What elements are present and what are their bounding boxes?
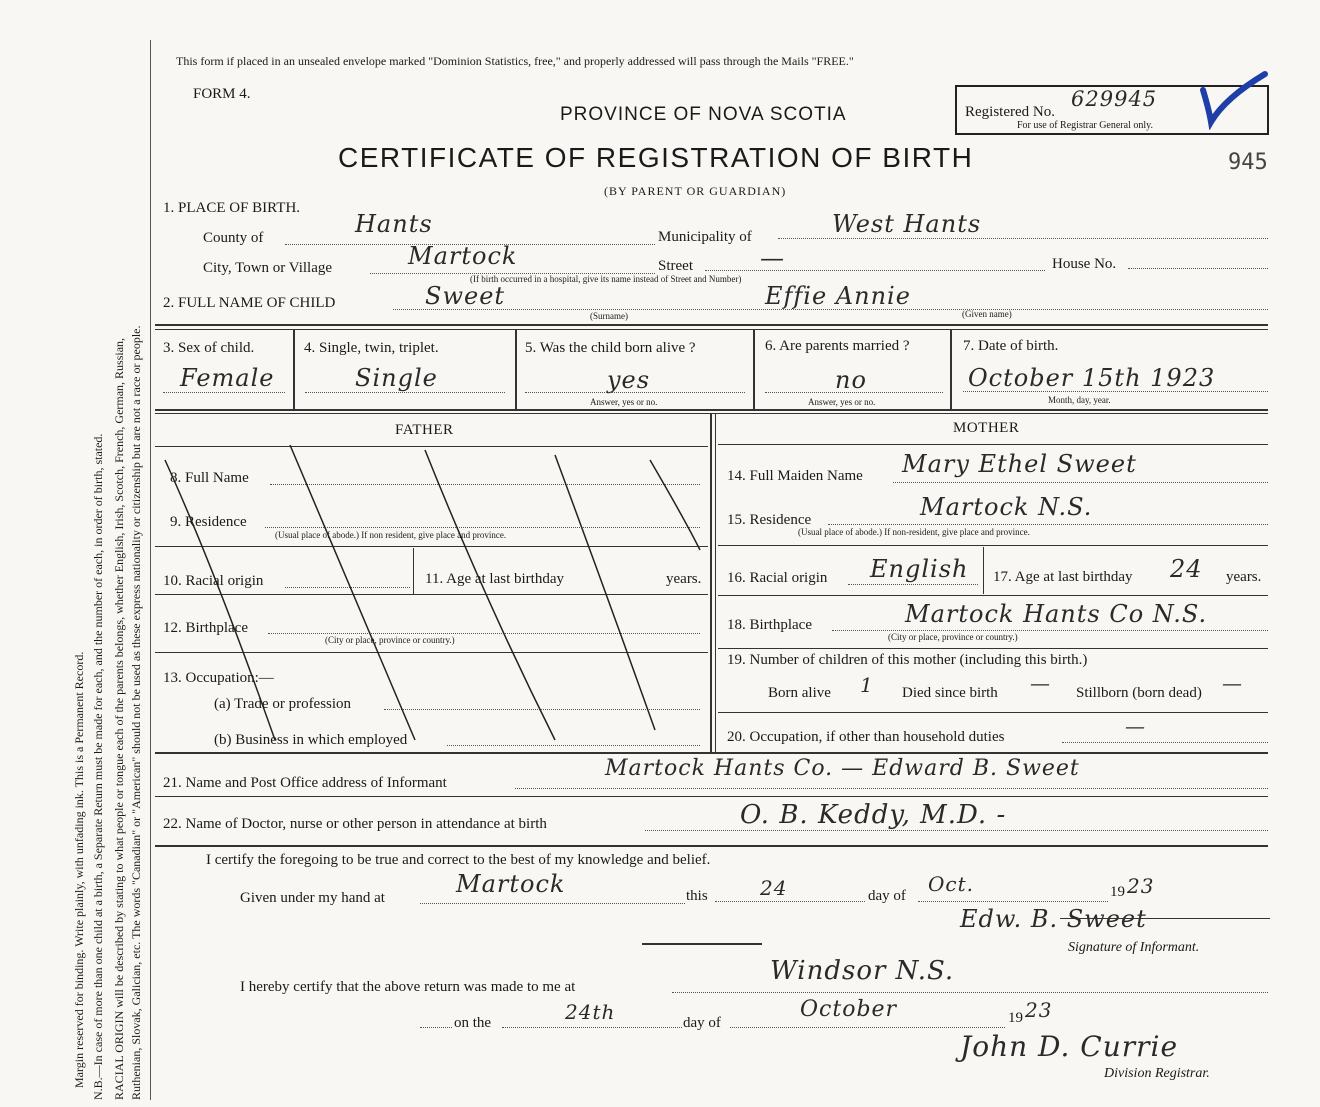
margin-rule [150,40,151,1100]
subtitle: (BY PARENT OR GUARDIAN) [604,184,787,198]
month-value: Oct. [928,872,974,896]
surname-value: Sweet [425,282,506,310]
registrar-note: For use of Registrar General only. [1017,120,1153,131]
mother-birthplace-label: 18. Birthplace [727,617,812,633]
born-alive-note: Answer, yes or no. [590,397,658,407]
given-name-note: (Given name) [962,309,1012,319]
multiplicity-label: 4. Single, twin, triplet. [304,340,439,356]
dob-note: Month, day, year. [1048,395,1111,405]
born-alive-count: 1 [860,673,874,697]
doctor-label: 22. Name of Doctor, nurse or other person in attendance at birth [163,816,547,832]
received-year-prefix: 19 [1008,1010,1023,1026]
mother-racial-label: 16. Racial origin [727,570,828,586]
stillborn-value: — [1222,671,1243,695]
registered-number: 629945 [1071,87,1158,111]
married-note: Answer, yes or no. [808,397,876,407]
maiden-name-value: Mary Ethel Sweet [902,450,1137,478]
year-prefix: 19 [1110,884,1125,900]
born-alive-count-label: Born alive [768,685,831,701]
sex-value: Female [180,364,275,392]
dob-label: 7. Date of birth. [963,338,1059,354]
died-since-birth-label: Died since birth [902,685,998,701]
stillborn-label: Stillborn (born dead) [1076,685,1202,701]
mother-occupation-value: — [1125,714,1146,738]
received-place: Windsor N.S. [770,956,955,986]
father-full-name-label: 8. Full Name [170,470,249,486]
mother-years-label: years. [1226,569,1262,585]
margin-note-3: RACIAL ORIGIN will be described by stating to what people or tongue each of the parents belongs, whether English, Irish, Scotch, French, German, Russian, [112,337,126,1100]
stamp-number: 945 [1228,150,1268,175]
informant-value: Martock Hants Co. — Edward B. Sweet [605,756,1080,781]
dob-value: October 15th 1923 [968,364,1216,392]
margin-note-2: N.B.—In case of more than one child at a birth, a Separate Return must be made for each, and the number of each, in order of birth, stated. [91,433,105,1100]
mother-birthplace-value: Martock Hants Co N.S. [905,600,1208,628]
father-heading: FATHER [395,422,454,438]
children-label: 19. Number of children of this mother (including this birth.) [727,652,1088,668]
sex-label: 3. Sex of child. [163,340,255,356]
given-place-value: Martock [456,870,566,898]
mother-occupation-label: 20. Occupation, if other than household duties [727,729,1005,745]
hospital-note: (If birth occurred in a hospital, give its name instead of Street and Number) [470,274,742,284]
registered-label: Registered No. [965,104,1055,120]
born-alive-value: yes [607,366,651,394]
died-since-birth-value: — [1030,671,1051,695]
given-under-label: Given under my hand at [240,890,385,906]
father-racial-label: 10. Racial origin [163,573,264,589]
received-label: I hereby certify that the above return was made to me at [240,979,576,995]
this-label: this [686,888,708,904]
certify-statement: I certify the foregoing to be true and correct to the best of my knowledge and belief. [206,852,711,868]
municipality-label: Municipality of [658,229,752,245]
born-alive-label: 5. Was the child born alive ? [525,340,696,356]
father-trade-label: (a) Trade or profession [214,696,352,712]
received-month: October [800,997,898,1022]
father-birthplace-label: 12. Birthplace [163,620,248,636]
informant-label: 21. Name and Post Office address of Informant [163,775,447,791]
year-value: 23 [1127,874,1155,898]
strike-through-lines [155,440,710,755]
form-number: FORM 4. [193,86,251,102]
day-of-label: day of [868,888,906,904]
city-label: City, Town or Village [203,260,333,276]
municipality-value: West Hants [832,210,982,238]
father-age-label: 11. Age at last birthday [425,571,564,587]
received-day: 24th [565,1000,616,1024]
father-occupation-label: 13. Occupation:— [163,670,274,686]
street-label: Street [658,258,693,274]
house-label: House No. [1052,256,1117,272]
county-value: Hants [355,210,433,238]
city-value: Martock [408,242,518,270]
mother-age-value: 24 [1170,555,1203,583]
province: PROVINCE OF NOVA SCOTIA [560,104,847,125]
signature-label: Signature of Informant. [1068,940,1200,955]
father-birthplace-note: (City or place, province or country.) [325,635,455,645]
married-value: no [835,366,867,394]
married-label: 6. Are parents married ? [765,338,910,354]
father-residence-label: 9. Residence [170,514,247,530]
mother-racial-value: English [870,555,969,583]
county-label: County of [203,230,264,246]
mail-notice: This form if placed in an unsealed envelope marked "Dominion Statistics, free," and properly addressed will pass through the Mails "FREE." [176,54,854,68]
mother-residence-label: 15. Residence [727,512,812,528]
margin-note-4: Ruthenian, Slovak, Galician, etc. The words "Canadian" or "American" should not be used as these express nationality or citizenship but are not a race or people. [129,325,143,1100]
check-mark-icon [1195,70,1275,130]
mother-residence-note: (Usual place of abode.) If non-resident, give place and province. [798,527,1030,537]
informant-signature: Edw. B. Sweet [960,905,1147,933]
father-years-label: years. [666,571,702,587]
mother-heading: MOTHER [953,420,1020,436]
surname-note: (Surname) [590,311,628,321]
given-name-value: Effie Annie [765,282,911,310]
child-name-label: 2. FULL NAME OF CHILD [163,295,336,311]
street-value: — [760,244,785,272]
registrar-label: Division Registrar. [1104,1066,1210,1081]
day-value: 24 [760,876,788,900]
mother-birthplace-note: (City or place, province or country.) [888,632,1018,642]
page-title: CERTIFICATE OF REGISTRATION OF BIRTH [338,142,974,173]
received-year: 23 [1025,998,1053,1022]
father-business-label: (b) Business in which employed [214,732,408,748]
registrar-signature: John D. Currie [960,1030,1179,1063]
on-the-label: on the [454,1015,492,1031]
multiplicity-value: Single [355,364,438,392]
maiden-name-label: 14. Full Maiden Name [727,468,863,484]
father-residence-note: (Usual place of abode.) If non resident, give place and province. [275,530,507,540]
margin-note-1: Margin reserved for binding. Write plainly, with unfading ink. This is a Permanent Record. [72,651,86,1088]
received-day-of-label: day of [683,1015,721,1031]
mother-age-label: 17. Age at last birthday [993,569,1133,585]
mother-residence-value: Martock N.S. [920,493,1093,521]
place-of-birth-label: 1. PLACE OF BIRTH. [163,200,301,216]
doctor-value: O. B. Keddy, M.D. - [740,800,1007,830]
